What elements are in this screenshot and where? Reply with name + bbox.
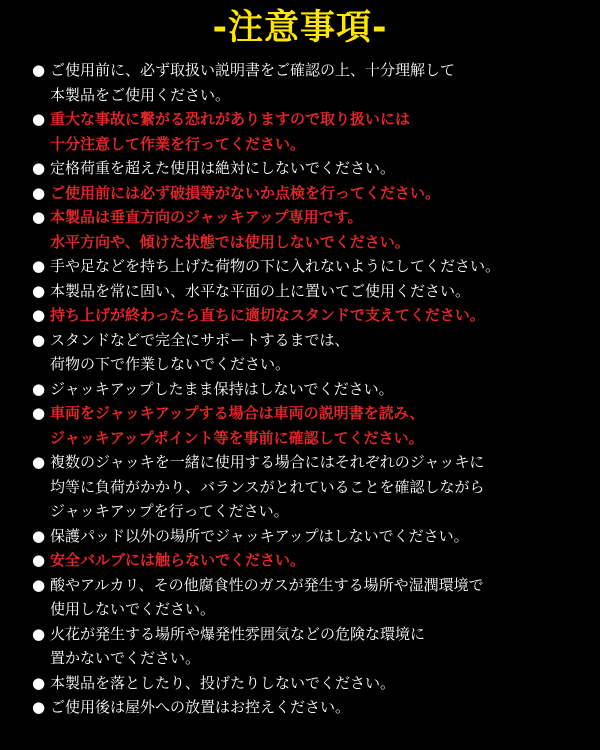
precaution-item bbox=[32, 328, 600, 377]
item-text-line: ジャッキアップを行ってください。 bbox=[50, 502, 289, 520]
item-text-line: 酸やアルカリ、その他腐食性のガスが発生する場所や湿潤環境で bbox=[50, 575, 484, 594]
bullet-icon: ● bbox=[32, 183, 46, 202]
item-text-line: 置かないでください。 bbox=[50, 649, 201, 667]
item-text-line: 手や足などを持ち上げた荷物の下に入れないようにしてください。 bbox=[50, 257, 501, 275]
bullet-icon: ● bbox=[32, 551, 46, 569]
bullet-icon: ● bbox=[32, 575, 46, 594]
item-text-line: 持ち上げが終わったら直ちに適切なスタンドで支えてください。 bbox=[50, 306, 485, 324]
warning-item bbox=[32, 401, 600, 450]
item-text-line: 使用しないでください。 bbox=[50, 600, 216, 618]
bullet-icon: ● bbox=[32, 110, 46, 128]
precaution-item bbox=[32, 279, 600, 304]
bullet-icon: ● bbox=[32, 257, 46, 275]
warning-item bbox=[32, 548, 600, 573]
bullet-icon: ● bbox=[32, 61, 46, 79]
item-text-line: 水平方向や、傾けた状態では使用しないでください。 bbox=[50, 232, 410, 251]
item-text-line: 十分注意して作業を行ってください。 bbox=[50, 134, 306, 153]
bullet-icon: ● bbox=[32, 453, 46, 471]
item-text-line: 本製品をご使用ください。 bbox=[50, 85, 231, 104]
bullet-icon: ● bbox=[32, 159, 46, 177]
item-text-line: 重大な事故に繋がる恐れがありますので取り扱いには bbox=[50, 110, 411, 128]
bullet-icon: ● bbox=[32, 306, 46, 324]
item-text-line: 車両をジャッキアップする場合は車両の説明書を読み、 bbox=[50, 404, 425, 422]
item-text-line: 複数のジャッキを一緒に使用する場合にはそれぞれのジャッキに bbox=[50, 453, 485, 471]
precaution-item bbox=[32, 573, 600, 622]
item-text-line: ジャッキアップしたまま保持はしないでください。 bbox=[50, 379, 394, 398]
bullet-icon: ● bbox=[32, 624, 46, 643]
item-text-line: ジャッキアップポイント等を事前に確認してください。 bbox=[50, 428, 424, 447]
bullet-icon: ● bbox=[32, 208, 46, 226]
precaution-item bbox=[32, 377, 600, 402]
bullet-icon: ● bbox=[32, 526, 46, 545]
bullet-icon: ● bbox=[32, 404, 46, 422]
precaution-item bbox=[32, 156, 600, 181]
bullet-icon: ● bbox=[32, 330, 46, 349]
item-text-line: 定格荷重を超えた使用は絶対にしないでください。 bbox=[50, 159, 396, 177]
item-text-line: ご使用前には必ず破損等がないか点検を行ってください。 bbox=[50, 183, 441, 202]
warning-item bbox=[32, 303, 600, 328]
precaution-item bbox=[32, 695, 600, 720]
page-title: -注意事項- bbox=[212, 8, 388, 48]
bullet-icon: ● bbox=[32, 281, 46, 300]
item-text-line: 本製品は垂直方向のジャッキアップ専用です。 bbox=[50, 208, 363, 226]
precaution-item bbox=[32, 622, 600, 671]
precaution-item bbox=[32, 671, 600, 696]
precaution-item bbox=[32, 254, 600, 279]
bullet-icon: ● bbox=[32, 698, 46, 716]
item-text-line: ご使用後は屋外への放置はお控えください。 bbox=[50, 698, 351, 716]
item-text-line: 本製品を落としたり、投げたりしないでください。 bbox=[50, 673, 396, 692]
precautions-list bbox=[0, 58, 600, 720]
item-text-line: 安全バルブには触らないでください。 bbox=[50, 551, 306, 569]
item-text-line: 火花が発生する場所や爆発性雰囲気などの危険な環境に bbox=[50, 624, 426, 643]
warning-item bbox=[32, 205, 600, 254]
precaution-item bbox=[32, 450, 600, 524]
item-text-line: 本製品を常に固い、水平な平面の上に置いてご使用ください。 bbox=[50, 281, 471, 300]
warning-item bbox=[32, 107, 600, 156]
item-text-line: 均等に負荷がかかり、バランスがとれていることを確認しながら bbox=[50, 477, 485, 496]
item-text-line: 荷物の下で作業しないでください。 bbox=[50, 355, 291, 373]
item-text-line: 保護パッド以外の場所でジャッキアップはしないでください。 bbox=[50, 526, 469, 545]
item-text-line: ご使用前に、必ず取扱い説明書をご確認の上、十分理解して bbox=[50, 61, 456, 79]
bullet-icon: ● bbox=[32, 379, 46, 398]
item-text-line: スタンドなどで完全にサポートするまでは、 bbox=[50, 330, 350, 349]
precaution-item bbox=[32, 58, 600, 107]
precaution-item bbox=[32, 524, 600, 549]
warning-item bbox=[32, 181, 600, 206]
bullet-icon: ● bbox=[32, 673, 46, 692]
